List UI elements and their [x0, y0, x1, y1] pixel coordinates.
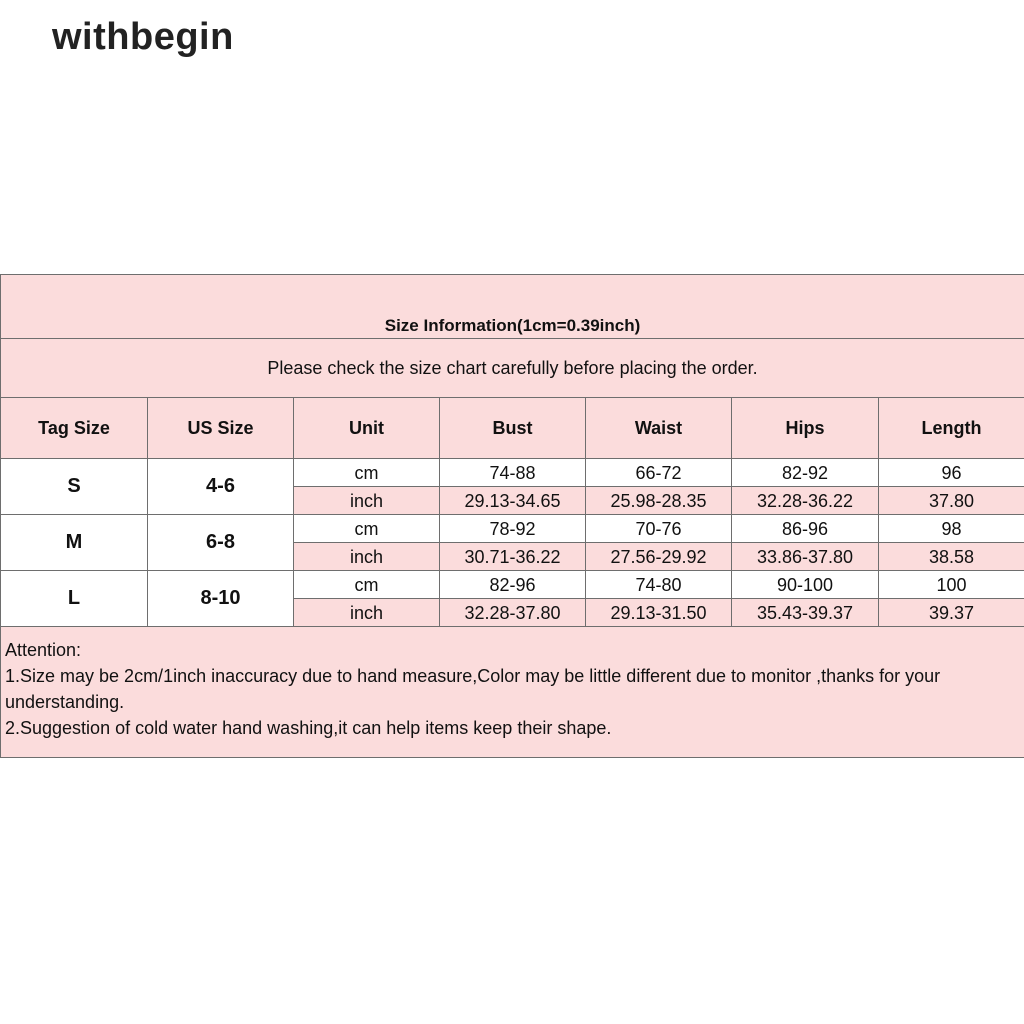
unit-cell: cm: [294, 515, 440, 543]
length-cell: 98: [879, 515, 1024, 543]
attention-note-1: 1.Size may be 2cm/1inch inaccuracy due to hand measure,Color may be little different due to monitor ,thanks for your understanding.: [5, 666, 941, 712]
header-tag-size: Tag Size: [1, 398, 148, 459]
length-cell: 100: [879, 571, 1024, 599]
hips-cell: 90-100: [732, 571, 879, 599]
header-us-size: US Size: [148, 398, 294, 459]
bust-cell: 74-88: [440, 459, 586, 487]
header-bust: Bust: [440, 398, 586, 459]
tag-size-cell: S: [1, 459, 148, 515]
table-row: [1, 515, 1024, 543]
attention-heading: Attention:: [5, 640, 82, 660]
attention-note-2: 2.Suggestion of cold water hand washing,it can help items keep their shape.: [5, 718, 612, 738]
title-row: [1, 275, 1024, 339]
bust-cell: 32.28-37.80: [440, 599, 586, 627]
size-chart-subtitle: Please check the size chart carefully before placing the order.: [1, 339, 1024, 398]
us-size-cell: 8-10: [148, 571, 294, 627]
header-waist: Waist: [586, 398, 732, 459]
table-row: [1, 459, 1024, 487]
waist-cell: 70-76: [586, 515, 732, 543]
header-unit: Unit: [294, 398, 440, 459]
unit-cell: inch: [294, 599, 440, 627]
header-length: Length: [879, 398, 1024, 459]
waist-cell: 74-80: [586, 571, 732, 599]
length-cell: 96: [879, 459, 1024, 487]
hips-cell: 82-92: [732, 459, 879, 487]
tag-size-cell: M: [1, 515, 148, 571]
bust-cell: 29.13-34.65: [440, 487, 586, 515]
us-size-cell: 4-6: [148, 459, 294, 515]
unit-cell: inch: [294, 543, 440, 571]
hips-cell: 35.43-39.37: [732, 599, 879, 627]
subtitle-row: [1, 339, 1024, 398]
header-hips: Hips: [732, 398, 879, 459]
waist-cell: 27.56-29.92: [586, 543, 732, 571]
tag-size-cell: L: [1, 571, 148, 627]
attention-notes: [1, 627, 1024, 758]
header-row: [1, 398, 1024, 459]
hips-cell: 86-96: [732, 515, 879, 543]
hips-cell: 32.28-36.22: [732, 487, 879, 515]
waist-cell: 29.13-31.50: [586, 599, 732, 627]
length-cell: 39.37: [879, 599, 1024, 627]
waist-cell: 66-72: [586, 459, 732, 487]
bust-cell: 30.71-36.22: [440, 543, 586, 571]
waist-cell: 25.98-28.35: [586, 487, 732, 515]
hips-cell: 33.86-37.80: [732, 543, 879, 571]
table-row: [1, 571, 1024, 599]
us-size-cell: 6-8: [148, 515, 294, 571]
length-cell: 38.58: [879, 543, 1024, 571]
unit-cell: cm: [294, 459, 440, 487]
length-cell: 37.80: [879, 487, 1024, 515]
bust-cell: 82-96: [440, 571, 586, 599]
size-chart-table: [0, 274, 1024, 758]
size-chart-title: Size Information(1cm=0.39inch): [1, 275, 1024, 339]
unit-cell: inch: [294, 487, 440, 515]
bust-cell: 78-92: [440, 515, 586, 543]
attention-row: [1, 627, 1024, 758]
brand-logo-text: withbegin: [52, 16, 234, 58]
unit-cell: cm: [294, 571, 440, 599]
